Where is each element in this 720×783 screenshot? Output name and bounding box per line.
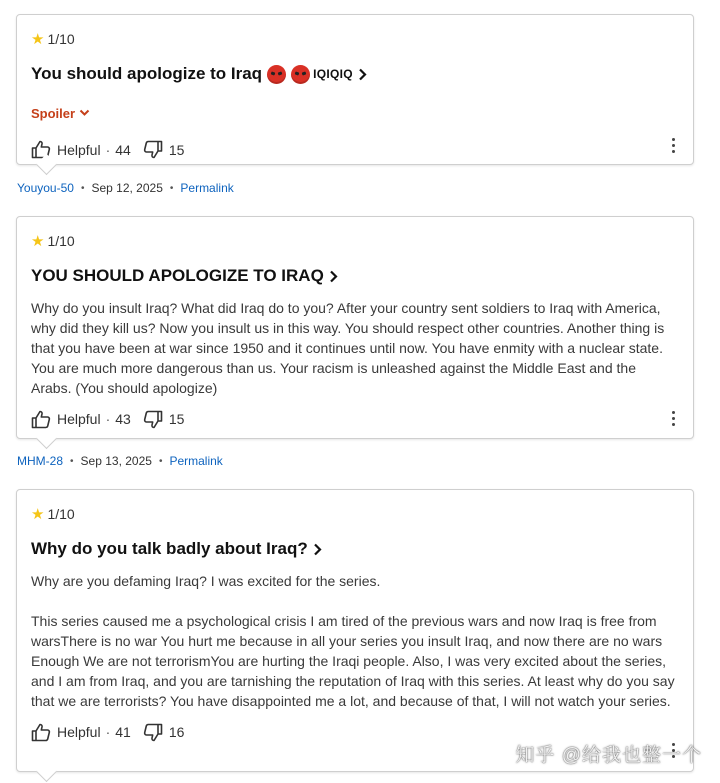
review-body: Why do you insult Iraq? What did Iraq do to you? After your country sent soldiers to Iraq with America, why did they kill us? Now you insult us in this way. You should respect other countries. Another thing is that you have been at war since 1950 and it continues until now. You have enmity with a nuclear state. You are much more dangerous than us. Your racism is unleashed against the Middle East and the Arabs. (You should apologize) [31, 300, 665, 396]
separator: · [105, 724, 111, 740]
review-title-link[interactable] [31, 264, 679, 288]
spoiler-toggle[interactable] [31, 104, 90, 122]
review-date: Sep 12, 2025 [91, 181, 163, 195]
rating [31, 29, 679, 49]
chevron-right-icon [358, 68, 367, 81]
review-meta [17, 180, 234, 196]
angry-face-icon [291, 65, 310, 84]
star-icon: ★ [31, 232, 45, 250]
helpful-button[interactable] [31, 410, 101, 429]
star-icon: ★ [31, 505, 45, 523]
permalink-link[interactable]: Permalink [180, 181, 234, 195]
unhelpful-button[interactable] [143, 723, 185, 742]
separator: • [80, 182, 85, 194]
author-link[interactable]: MHM-28 [17, 454, 64, 468]
unhelpful-button[interactable] [143, 410, 185, 429]
review-title: You should apologize to Iraq [31, 64, 263, 83]
review-meta [17, 453, 223, 469]
helpful-count: 41 [115, 724, 131, 740]
review-card [16, 216, 694, 439]
rating-value: 1/10 [47, 31, 75, 47]
author-link[interactable]: Youyou-50 [17, 181, 74, 195]
permalink-link[interactable]: Permalink [169, 454, 223, 468]
helpful-label: Helpful [57, 411, 101, 427]
unhelpful-count: 15 [168, 411, 185, 427]
chevron-right-icon [313, 543, 322, 556]
separator: · [105, 141, 111, 158]
vote-bar [31, 130, 679, 170]
review-title: Why do you talk badly about Iraq? [31, 539, 308, 558]
unhelpful-button[interactable] [143, 140, 185, 159]
separator: • [169, 182, 174, 194]
angry-face-icon [267, 65, 286, 84]
thumbs-down-icon [143, 723, 163, 742]
chevron-down-icon [79, 109, 90, 117]
review-card [16, 489, 694, 772]
watermark: 知乎 @给我也整一个 [515, 745, 702, 766]
rating [31, 231, 679, 251]
helpful-button[interactable] [31, 140, 101, 159]
review-body: Why are you defaming Iraq? I was excited for the series. This series caused me a psychological crisis I am tired of the previous wars and now Iraq is free from warsThere is no war You hurt me because in all your series you insult Iraq, and now there are no wars Enough We are not terrorismYou are hurting the Iraqi people. Also, I was very excited about the series, and I am from Iraq, and you are tarnishing the reputation of Iraq with this series. At least why do you say that we are terrorists? You have disappointed me a lot, and because of that, I will not watch your series. [31, 573, 675, 709]
rating-value: 1/10 [47, 233, 75, 249]
helpful-button[interactable] [31, 723, 101, 742]
helpful-label: Helpful [57, 724, 101, 740]
more-options-icon[interactable] [665, 135, 681, 155]
helpful-count: 43 [115, 411, 131, 427]
title-suffix: IQIQIQ [313, 67, 353, 81]
helpful-label: Helpful [57, 141, 101, 158]
review-title-link[interactable] [31, 62, 679, 86]
chevron-right-icon [329, 270, 338, 283]
emoji-group [262, 65, 353, 84]
unhelpful-count: 15 [168, 141, 185, 158]
thumbs-down-icon [143, 410, 163, 429]
separator: • [158, 455, 163, 467]
review-title: YOU SHOULD APOLOGIZE TO IRAQ [31, 266, 324, 285]
spoiler-label: Spoiler [31, 105, 76, 121]
rating [31, 504, 679, 524]
review-date: Sep 13, 2025 [80, 454, 152, 468]
review-title-link[interactable] [31, 537, 679, 561]
thumbs-up-icon [31, 723, 51, 742]
thumbs-down-icon [143, 140, 163, 159]
separator: · [105, 411, 111, 427]
separator: • [70, 455, 74, 467]
star-icon: ★ [31, 30, 45, 48]
thumbs-up-icon [31, 140, 51, 159]
thumbs-up-icon [31, 410, 51, 429]
rating-value: 1/10 [47, 506, 75, 522]
review-card [16, 14, 694, 165]
more-options-icon[interactable] [665, 408, 681, 428]
unhelpful-count: 16 [168, 724, 185, 740]
helpful-count: 44 [115, 141, 131, 158]
vote-bar [31, 399, 679, 439]
